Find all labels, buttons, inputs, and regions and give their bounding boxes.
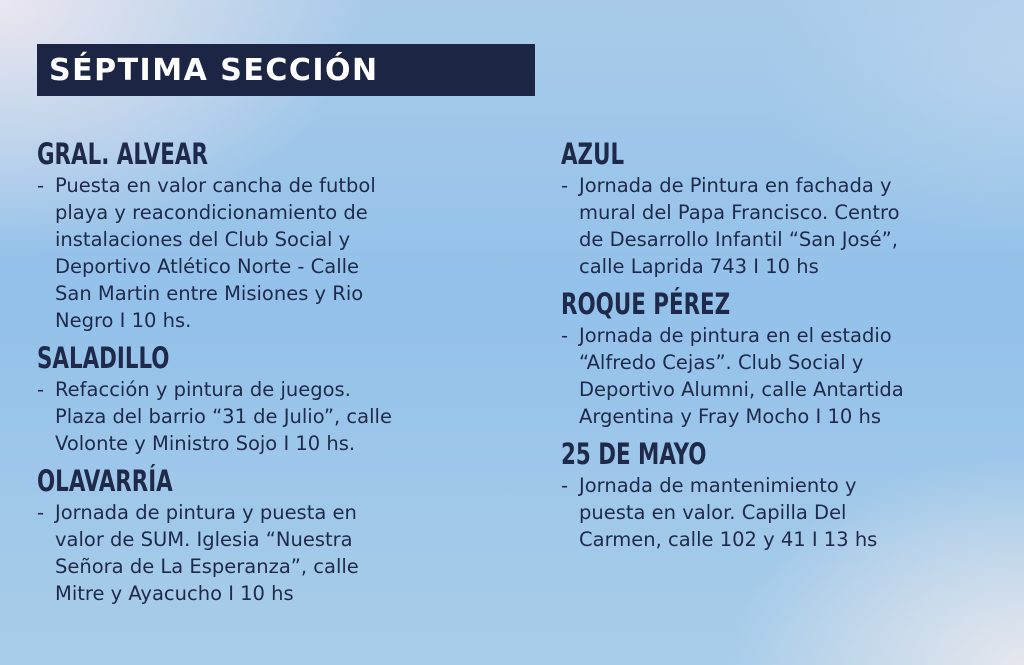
list-dash: - xyxy=(37,378,45,401)
entry-25-de-mayo xyxy=(561,436,1001,553)
entry-roque-perez xyxy=(561,286,1001,430)
description-line: Jornada de pintura en el estadio xyxy=(579,324,892,347)
description-lines xyxy=(55,172,507,334)
description-lines xyxy=(579,322,1001,430)
description-line: Jornada de Pintura en fachada y xyxy=(579,174,892,197)
description-line: calle Laprida 743 I 10 hs xyxy=(579,255,819,278)
description-line: Señora de La Esperanza”, calle xyxy=(55,555,359,578)
entry-saladillo xyxy=(37,340,507,457)
activity-description xyxy=(561,472,1001,553)
description-line: Deportivo Atlético Norte - Calle xyxy=(55,255,360,278)
list-dash: - xyxy=(37,174,45,197)
city-heading: ROQUE PÉREZ xyxy=(561,287,731,321)
description-line: Argentina y Fray Mocho I 10 hs xyxy=(579,405,882,428)
list-dash: - xyxy=(561,174,569,197)
entry-olavarria xyxy=(37,463,507,607)
entry-azul xyxy=(561,136,1001,280)
description-lines xyxy=(55,376,507,457)
city-heading: 25 DE MAYO xyxy=(561,437,707,471)
list-dash: - xyxy=(37,501,45,524)
description-line: Plaza del barrio “31 de Julio”, calle xyxy=(55,405,392,428)
city-heading: OLAVARRÍA xyxy=(37,464,173,498)
description-line: Jornada de mantenimiento y xyxy=(579,474,857,497)
description-line: Jornada de pintura y puesta en xyxy=(55,501,357,524)
entry-gral-alvear xyxy=(37,136,507,334)
description-line: Refacción y pintura de juegos. xyxy=(55,378,351,401)
description-line: Negro I 10 hs. xyxy=(55,309,192,332)
left-column xyxy=(37,136,507,607)
activity-description xyxy=(561,172,1001,280)
activity-description xyxy=(37,172,507,334)
description-line: “Alfredo Cejas”. Club Social y xyxy=(579,351,864,374)
description-line: playa y reacondicionamiento de xyxy=(55,201,368,224)
description-line: Mitre y Ayacucho I 10 hs xyxy=(55,582,294,605)
list-dash: - xyxy=(561,474,569,497)
description-line: mural del Papa Francisco. Centro xyxy=(579,201,900,224)
description-line: Deportivo Alumni, calle Antartida xyxy=(579,378,904,401)
description-line: puesta en valor. Capilla Del xyxy=(579,501,847,524)
activity-description xyxy=(37,499,507,607)
activity-description xyxy=(37,376,507,457)
description-lines xyxy=(55,499,507,607)
description-line: instalaciones del Club Social y xyxy=(55,228,351,251)
description-lines xyxy=(579,172,1001,280)
description-line: Volonte y Ministro Sojo I 10 hs. xyxy=(55,432,356,455)
description-line: valor de SUM. Iglesia “Nuestra xyxy=(55,528,353,551)
description-line: Puesta en valor cancha de futbol xyxy=(55,174,376,197)
description-line: de Desarrollo Infantil “San José”, xyxy=(579,228,898,251)
city-heading: GRAL. ALVEAR xyxy=(37,137,208,171)
description-line: San Martin entre Misiones y Rio xyxy=(55,282,364,305)
list-dash: - xyxy=(561,324,569,347)
section-header xyxy=(37,44,535,96)
city-heading: SALADILLO xyxy=(37,341,170,375)
page-title: SÉPTIMA SECCIÓN xyxy=(49,52,379,88)
description-line: Carmen, calle 102 y 41 I 13 hs xyxy=(579,528,878,551)
city-heading: AZUL xyxy=(561,137,625,171)
description-lines xyxy=(579,472,1001,553)
right-column xyxy=(561,136,1001,553)
activity-description xyxy=(561,322,1001,430)
